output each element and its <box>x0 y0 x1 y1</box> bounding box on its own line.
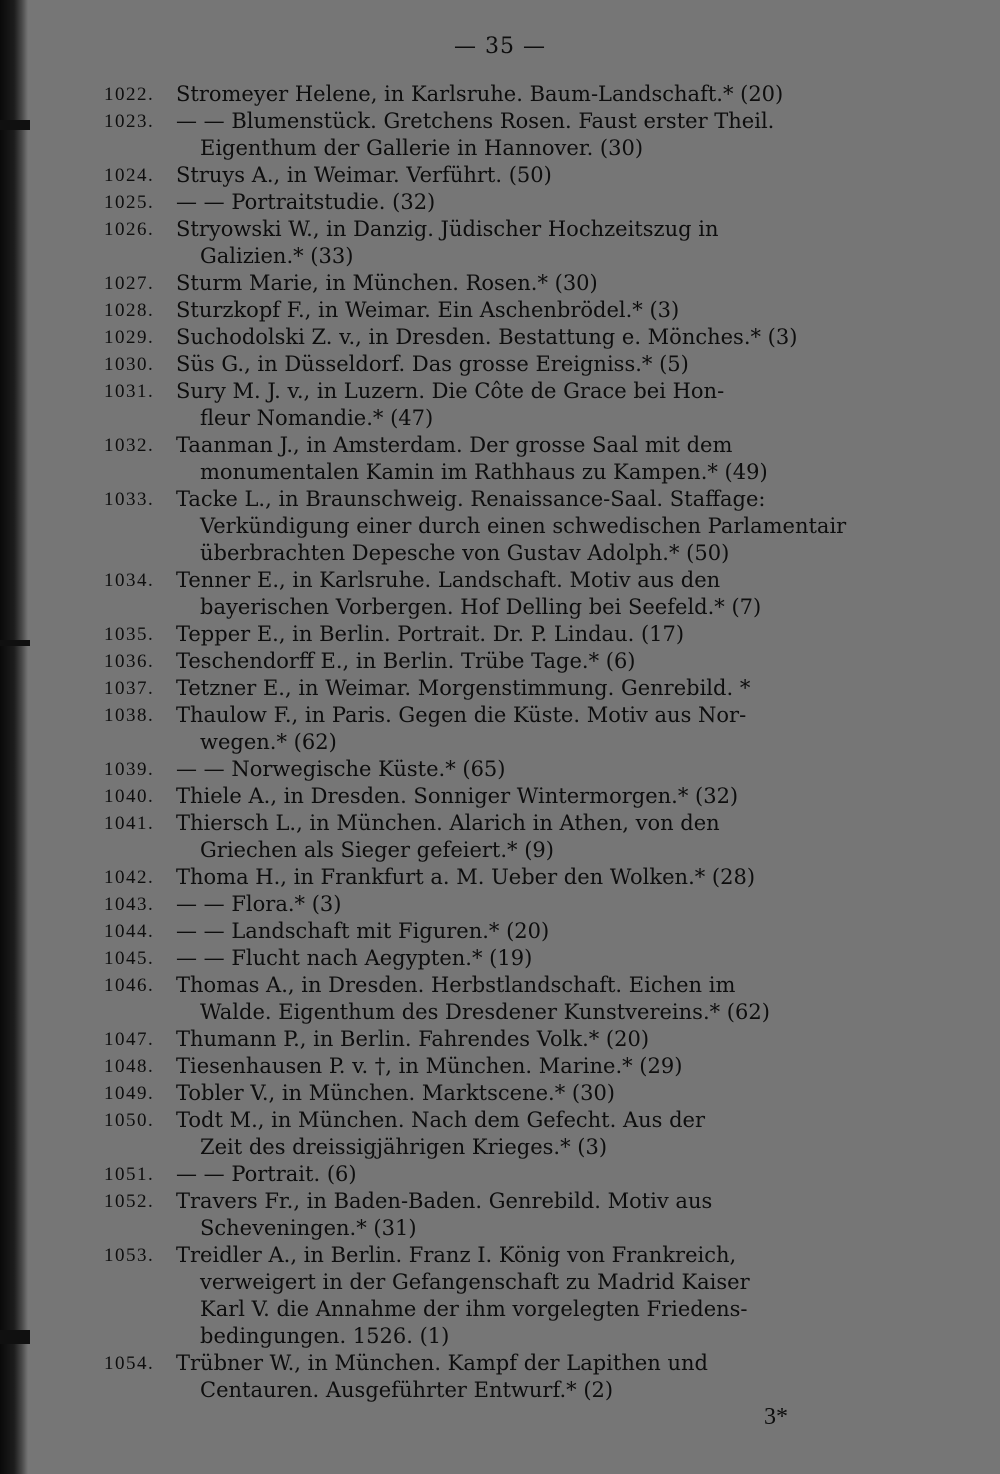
catalogue-entry <box>104 1053 908 1080</box>
entry-line: Thiele A., in Dresden. Sonniger Wintermorgen.* (32) <box>176 784 739 808</box>
entry-number: 1027. <box>104 273 155 294</box>
entry-text <box>176 297 908 324</box>
entry-line: Thiersch L., in München. Alarich in Athen, von den <box>176 811 720 835</box>
entry-line: Stromeyer Helene, in Karlsruhe. Baum-Landschaft.* (20) <box>176 82 784 106</box>
page-number: — 35 — <box>454 34 546 59</box>
entry-line: Sturzkopf F., in Weimar. Ein Aschenbrödel.* (3) <box>176 298 680 322</box>
entry-text <box>176 378 908 432</box>
entry-number: 1034. <box>104 570 155 591</box>
entry-number: 1025. <box>104 192 155 213</box>
entry-text <box>176 1026 908 1053</box>
catalogue-entry <box>104 81 908 108</box>
entry-text <box>176 81 908 108</box>
entry-line: Struys A., in Weimar. Verführt. (50) <box>176 163 552 187</box>
catalogue-entry <box>104 162 908 189</box>
entry-text <box>176 1080 908 1107</box>
entry-line: bayerischen Vorbergen. Hof Delling bei Seefeld.* (7) <box>200 595 762 619</box>
entry-number: 1054. <box>104 1353 155 1374</box>
entry-line: — — Landschaft mit Figuren.* (20) <box>176 919 550 943</box>
entry-line: Griechen als Sieger gefeiert.* (9) <box>200 838 554 862</box>
catalogue-entry <box>104 783 908 810</box>
entry-text <box>176 891 908 918</box>
entry-number: 1039. <box>104 759 155 780</box>
entry-text <box>176 756 908 783</box>
catalogue-entry <box>104 702 908 756</box>
catalogue-entry <box>104 675 908 702</box>
entry-number: 1040. <box>104 786 155 807</box>
entry-number: 1028. <box>104 300 155 321</box>
entry-line: Todt M., in München. Nach dem Gefecht. Aus der <box>176 1108 706 1132</box>
binding-mark <box>0 640 30 646</box>
entry-line: Tiesenhausen P. v. †, in München. Marine.* (29) <box>176 1054 683 1078</box>
entry-text <box>176 1107 908 1161</box>
entry-line: Thoma H., in Frankfurt a. M. Ueber den Wolken.* (28) <box>176 865 756 889</box>
catalogue-entry <box>104 108 908 162</box>
entry-line: Tacke L., in Braunschweig. Renaissance-Saal. Staffage: <box>176 487 766 511</box>
entry-number: 1032. <box>104 435 155 456</box>
catalogue-entry <box>104 297 908 324</box>
entry-text <box>176 162 908 189</box>
entry-text <box>176 270 908 297</box>
entry-text <box>176 675 908 702</box>
entry-text <box>176 864 908 891</box>
entry-line: fleur Nomandie.* (47) <box>200 406 434 430</box>
entry-number: 1033. <box>104 489 155 510</box>
entry-line: bedingungen. 1526. (1) <box>200 1324 450 1348</box>
entry-line: Walde. Eigenthum des Dresdener Kunstvereins.* (62) <box>200 1000 770 1024</box>
entry-text <box>176 702 908 756</box>
entry-number: 1038. <box>104 705 155 726</box>
catalogue-entry <box>104 648 908 675</box>
entry-line: Eigenthum der Gallerie in Hannover. (30) <box>200 136 644 160</box>
entry-text <box>176 1242 908 1350</box>
entry-text <box>176 648 908 675</box>
entry-line: Travers Fr., in Baden-Baden. Genrebild. Motiv aus <box>176 1189 713 1213</box>
catalogue-entry <box>104 1080 908 1107</box>
entry-number: 1044. <box>104 921 155 942</box>
entry-line: — — Norwegische Küste.* (65) <box>176 757 506 781</box>
entry-text <box>176 810 908 864</box>
entry-text <box>176 432 908 486</box>
entry-line: Karl V. die Annahme der ihm vorgelegten Friedens- <box>200 1297 748 1321</box>
entry-number: 1031. <box>104 381 155 402</box>
entry-number: 1047. <box>104 1029 155 1050</box>
entry-number: 1043. <box>104 894 155 915</box>
entry-number: 1030. <box>104 354 155 375</box>
entry-line: Stryowski W., in Danzig. Jüdischer Hochzeitszug in <box>176 217 719 241</box>
entry-line: Treidler A., in Berlin. Franz I. König von Frankreich, <box>176 1243 737 1267</box>
entry-line: Sturm Marie, in München. Rosen.* (30) <box>176 271 598 295</box>
entry-line: Zeit des dreissigjährigen Krieges.* (3) <box>200 1135 608 1159</box>
printer-signature-mark: 3* <box>764 1404 788 1430</box>
entry-number: 1045. <box>104 948 155 969</box>
entry-text <box>176 1350 908 1404</box>
catalogue-entry <box>104 567 908 621</box>
entry-text <box>176 108 908 162</box>
entry-line: — — Flora.* (3) <box>176 892 342 916</box>
entry-text <box>176 351 908 378</box>
catalogue-entry <box>104 216 908 270</box>
entry-number: 1051. <box>104 1164 155 1185</box>
catalogue-entry <box>104 1242 908 1350</box>
entry-number: 1036. <box>104 651 155 672</box>
entry-number: 1050. <box>104 1110 155 1131</box>
catalogue-entry-list <box>104 81 908 1404</box>
entry-text <box>176 567 908 621</box>
book-binding-edge <box>0 0 28 1474</box>
entry-number: 1026. <box>104 219 155 240</box>
entry-number: 1042. <box>104 867 155 888</box>
entry-line: verweigert in der Gefangenschaft zu Madrid Kaiser <box>200 1270 750 1294</box>
entry-line: Tenner E., in Karlsruhe. Landschaft. Motiv aus den <box>176 568 721 592</box>
entry-line: Teschendorff E., in Berlin. Trübe Tage.* (6) <box>176 649 636 673</box>
entry-line: Tetzner E., in Weimar. Morgenstimmung. Genrebild. * <box>176 676 751 700</box>
entry-number: 1037. <box>104 678 155 699</box>
entry-text <box>176 972 908 1026</box>
entry-text <box>176 1188 908 1242</box>
entry-line: — — Flucht nach Aegypten.* (19) <box>176 946 533 970</box>
entry-line: Süs G., in Düsseldorf. Das grosse Ereigniss.* (5) <box>176 352 689 376</box>
catalogue-entry <box>104 972 908 1026</box>
entry-number: 1022. <box>104 84 155 105</box>
entry-text <box>176 1161 908 1188</box>
entry-line: Taanman J., in Amsterdam. Der grosse Saal mit dem <box>176 433 733 457</box>
entry-line: — — Portraitstudie. (32) <box>176 190 436 214</box>
catalogue-entry <box>104 756 908 783</box>
entry-line: Tepper E., in Berlin. Portrait. Dr. P. Lindau. (17) <box>176 622 685 646</box>
catalogue-entry <box>104 864 908 891</box>
entry-line: Trübner W., in München. Kampf der Lapithen und <box>176 1351 708 1375</box>
entry-line: Galizien.* (33) <box>200 244 354 268</box>
entry-text <box>176 1053 908 1080</box>
entry-text <box>176 621 908 648</box>
entry-number: 1029. <box>104 327 155 348</box>
catalogue-entry <box>104 945 908 972</box>
entry-line: — — Blumenstück. Gretchens Rosen. Faust erster Theil. <box>176 109 775 133</box>
entry-line: monumentalen Kamin im Rathhaus zu Kampen.* (49) <box>200 460 768 484</box>
entry-number: 1048. <box>104 1056 155 1077</box>
catalogue-entry <box>104 621 908 648</box>
entry-line: Sury M. J. v., in Luzern. Die Côte de Grace bei Hon- <box>176 379 725 403</box>
entry-text <box>176 945 908 972</box>
entry-number: 1035. <box>104 624 155 645</box>
entry-line: wegen.* (62) <box>200 730 337 754</box>
entry-text <box>176 324 908 351</box>
entry-line: Thumann P., in Berlin. Fahrendes Volk.* (20) <box>176 1027 650 1051</box>
entry-line: Suchodolski Z. v., in Dresden. Bestattung e. Mönches.* (3) <box>176 325 798 349</box>
catalogue-entry <box>104 1350 908 1404</box>
entry-line: — — Portrait. (6) <box>176 1162 357 1186</box>
catalogue-entry <box>104 324 908 351</box>
entry-text <box>176 189 908 216</box>
entry-number: 1053. <box>104 1245 155 1266</box>
entry-number: 1052. <box>104 1191 155 1212</box>
catalogue-entry <box>104 270 908 297</box>
catalogue-entry <box>104 378 908 432</box>
entry-line: Thomas A., in Dresden. Herbstlandschaft. Eichen im <box>176 973 736 997</box>
entry-number: 1041. <box>104 813 155 834</box>
catalogue-entry <box>104 810 908 864</box>
entry-text <box>176 783 908 810</box>
catalogue-entry <box>104 891 908 918</box>
binding-mark <box>0 120 30 130</box>
catalogue-entry <box>104 918 908 945</box>
entry-line: Verkündigung einer durch einen schwedischen Parlamentair <box>200 514 847 538</box>
catalogue-entry <box>104 486 908 567</box>
entry-number: 1046. <box>104 975 155 996</box>
entry-line: Centauren. Ausgeführter Entwurf.* (2) <box>200 1378 614 1402</box>
catalogue-entry <box>104 1161 908 1188</box>
entry-line: überbrachten Depesche von Gustav Adolph.* (50) <box>200 541 730 565</box>
entry-number: 1049. <box>104 1083 155 1104</box>
entry-text <box>176 918 908 945</box>
binding-mark <box>0 1330 30 1344</box>
entry-line: Tobler V., in München. Marktscene.* (30) <box>176 1081 616 1105</box>
catalogue-entry <box>104 1107 908 1161</box>
entry-line: Scheveningen.* (31) <box>200 1216 417 1240</box>
entry-number: 1024. <box>104 165 155 186</box>
catalogue-entry <box>104 351 908 378</box>
catalogue-entry <box>104 432 908 486</box>
entry-text <box>176 486 908 567</box>
catalogue-entry <box>104 1026 908 1053</box>
entry-text <box>176 216 908 270</box>
entry-line: Thaulow F., in Paris. Gegen die Küste. Motiv aus Nor- <box>176 703 747 727</box>
catalogue-entry <box>104 1188 908 1242</box>
entry-number: 1023. <box>104 111 155 132</box>
catalogue-entry <box>104 189 908 216</box>
